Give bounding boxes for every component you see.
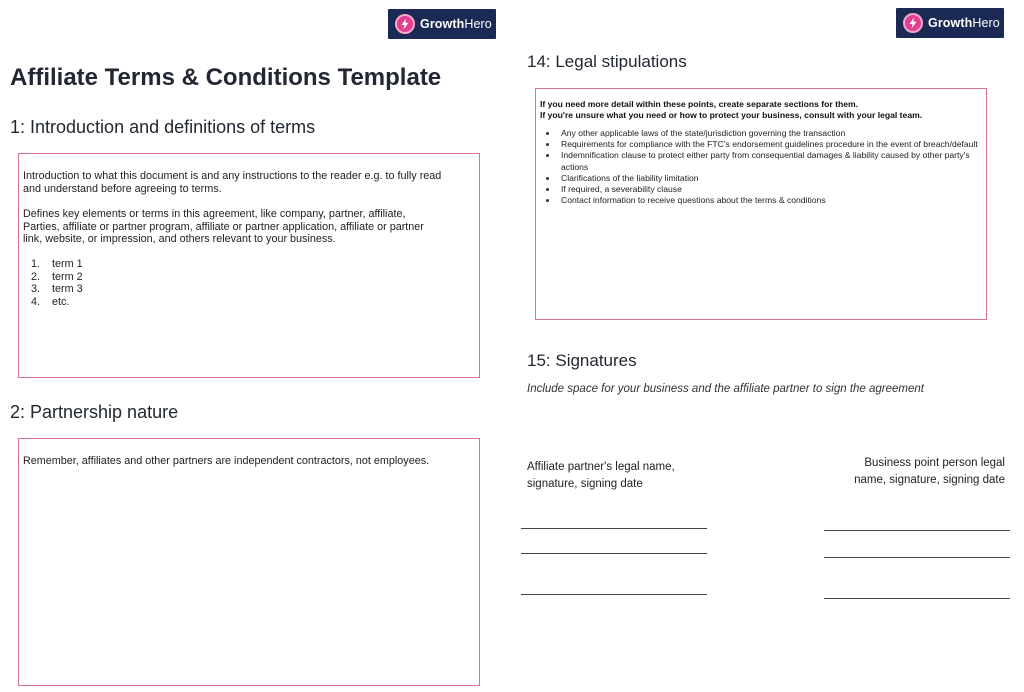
list-item: 3. term 3 <box>31 283 83 296</box>
affiliate-name-line[interactable] <box>521 528 707 529</box>
business-date-line[interactable] <box>824 598 1010 599</box>
section2-heading: 2: Partnership nature <box>10 402 179 422</box>
growthhero-logo <box>388 9 496 39</box>
growthhero-logo <box>896 8 1004 38</box>
legal-stipulations-list <box>540 128 982 206</box>
section1-heading: 1: Introduction and definitions of terms <box>10 117 316 137</box>
lightning-icon <box>395 14 415 34</box>
section2-box <box>18 438 480 686</box>
section15-heading: 15: Signatures <box>527 351 637 370</box>
business-name-line[interactable] <box>824 530 1010 531</box>
list-item: Contact information to receive questions about the terms & conditions <box>540 195 982 206</box>
affiliate-date-line[interactable] <box>521 594 707 595</box>
right-page <box>512 0 1024 692</box>
logo-text: GrowthHero <box>928 16 1000 30</box>
list-item: Indemnification clause to protect either party from consequential damages & liability caused by other party's actions <box>540 150 982 172</box>
lightning-icon <box>903 13 923 33</box>
section14-note-1: If you need more detail within these points, create separate sections for them. <box>540 99 859 109</box>
section1-box <box>18 153 480 378</box>
list-item: Requirements for compliance with the FTC's endorsement guidelines procedure in the event of breach/default <box>540 139 982 150</box>
list-item: 4. etc. <box>31 295 70 308</box>
logo-text: GrowthHero <box>420 17 492 31</box>
business-signature-line[interactable] <box>824 557 1010 558</box>
section14-heading: 14: Legal stipulations <box>527 52 687 71</box>
affiliate-signature-label: Affiliate partner's legal name, signature, signing date <box>527 461 675 490</box>
list-item: 1. term 1 <box>31 257 83 270</box>
section1-definitions-text: Defines key elements or terms in this agreement, like company, partner, affiliate, Parties, affiliate or partner program, affiliate or partner application, affiliate or partner link, website, or impression, and others relevant to your business. <box>23 208 424 246</box>
business-signature-label: Business point person legal name, signature, signing date <box>854 457 1005 486</box>
document-title: Affiliate Terms & Conditions Template <box>10 64 442 91</box>
list-item: Clarifications of the liability limitation <box>540 173 982 184</box>
list-item: Any other applicable laws of the state/jurisdiction governing the transaction <box>540 128 982 139</box>
section1-intro-text: Introduction to what this document is and any instructions to the reader e.g. to fully read and understand before agreeing to terms. <box>23 170 442 195</box>
section2-text: Remember, affiliates and other partners are independent contractors, not employees. <box>23 455 430 467</box>
list-item: 2. term 2 <box>31 270 83 283</box>
section14-note-2: If you're unsure what you need or how to protect your business, consult with your legal team. <box>540 110 923 120</box>
section15-note: Include space for your business and the affiliate partner to sign the agreement <box>527 383 924 395</box>
section14-box <box>535 88 987 320</box>
terms-list <box>23 258 475 308</box>
list-item: If required, a severability clause <box>540 184 982 195</box>
affiliate-signature-line[interactable] <box>521 553 707 554</box>
